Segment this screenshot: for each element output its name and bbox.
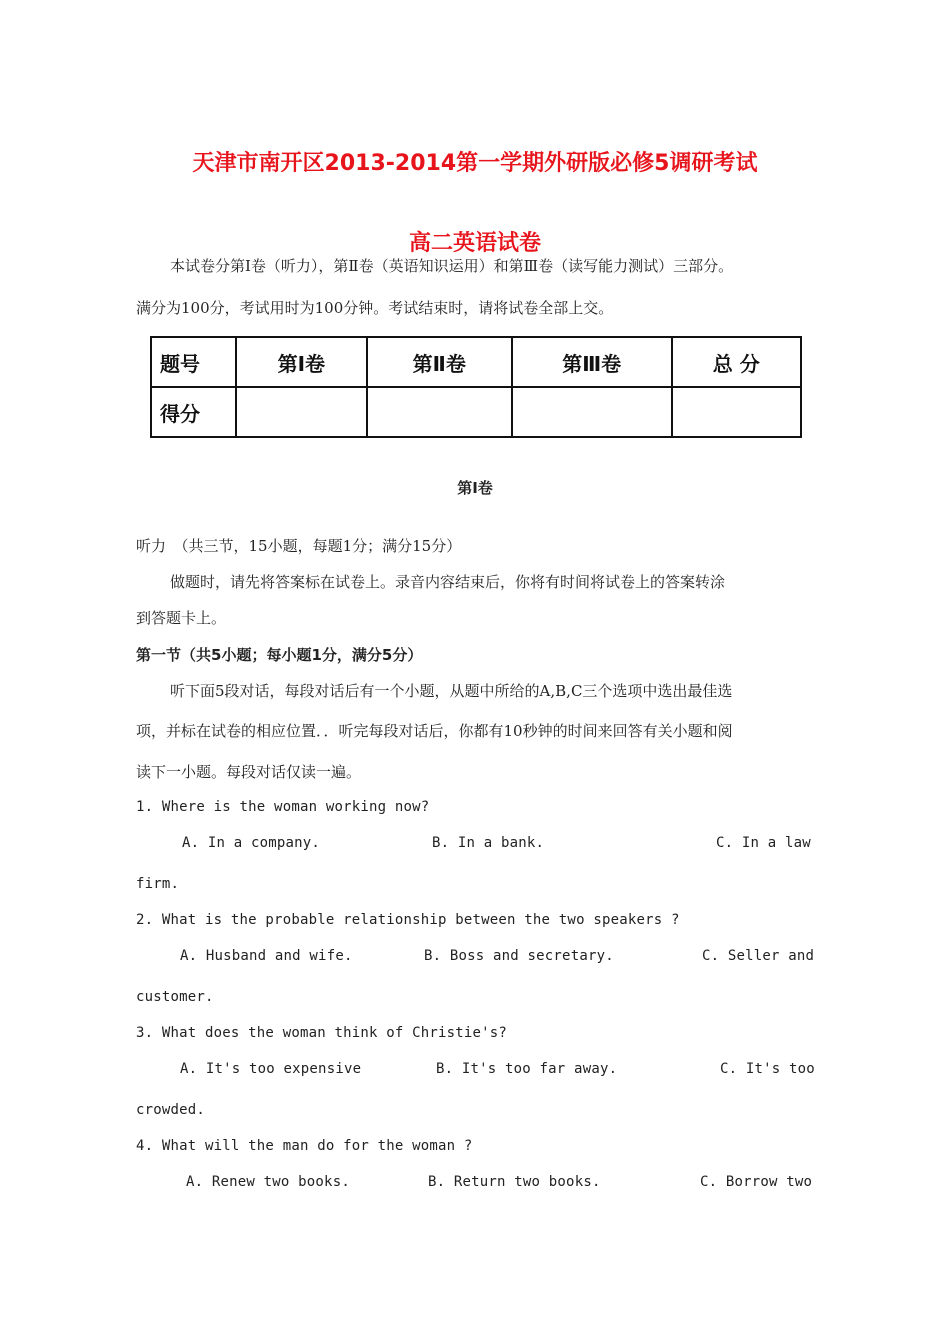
intro-line-1: 本试卷分第Ⅰ卷（听力），第Ⅱ卷（英语知识运用）和第Ⅲ卷（读写能力测试）三部分。 (170, 257, 734, 275)
exam-title: 天津市南开区2013-2014第一学期外研版必修5调研考试 (192, 151, 758, 176)
question-2-option-a: A. Husband and wife. (180, 948, 353, 964)
score-table-cell: 第Ⅲ卷 (512, 337, 672, 387)
question-1: 1. Where is the woman working now? (136, 799, 430, 815)
score-table-header-row (151, 337, 801, 387)
question-3-option-a: A. It's too expensive (180, 1061, 362, 1077)
question-4: 4. What will the man do for the woman ? (136, 1138, 473, 1154)
question-3-option-b: B. It's too far away. (436, 1061, 618, 1077)
score-table-cell: 得分 (151, 387, 236, 437)
section1-line-3: 读下一小题。每段对话仅读一遍。 (136, 763, 362, 781)
score-table (150, 336, 802, 438)
section1-line-2: 项，并标在试卷的相应位置．．听完每段对话后，你都有10秒钟的时间来回答有关小题和阅 (136, 722, 733, 740)
score-table-cell: 总 分 (672, 337, 801, 387)
section1-line-1: 听下面5段对话，每段对话后有一个小题，从题中所给的A,B,C三个选项中选出最佳选 (170, 682, 733, 700)
score-table-cell: 第Ⅱ卷 (367, 337, 512, 387)
question-1-option-a: A. In a company. (182, 835, 321, 851)
question-3: 3. What does the woman think of Christie's? (136, 1025, 508, 1041)
question-2-continuation: customer. (136, 989, 214, 1005)
listening-heading: 听力 （共三节，15小题，每题1分；满分15分） (136, 537, 462, 555)
part1-heading: 第Ⅰ卷 (457, 479, 493, 497)
question-4-option-c: C. Borrow two (700, 1174, 813, 1190)
instruction-line-1: 做题时，请先将答案标在试卷上。录音内容结束后，你将有时间将试卷上的答案转涂 (170, 573, 726, 591)
score-table-cell: 第Ⅰ卷 (236, 337, 367, 387)
score-blank-cell (367, 387, 512, 437)
score-table-cell: 题号 (151, 337, 236, 387)
section1-title: 第一节（共5小题；每小题1分，满分5分） (136, 646, 423, 664)
score-blank-cell (672, 387, 801, 437)
intro-line-2: 满分为100分，考试用时为100分钟。考试结束时，请将试卷全部上交。 (136, 299, 614, 317)
exam-subtitle: 高二英语试卷 (408, 231, 541, 256)
question-2-option-b: B. Boss and secretary. (424, 948, 614, 964)
question-4-option-b: B. Return two books. (428, 1174, 601, 1190)
question-3-option-c: C. It's too (720, 1061, 815, 1077)
question-2: 2. What is the probable relationship between the two speakers ? (136, 912, 680, 928)
question-2-option-c: C. Seller and (702, 948, 815, 964)
score-table-score-row (151, 387, 801, 437)
question-3-continuation: crowded. (136, 1102, 206, 1118)
question-1-continuation: firm. (136, 876, 180, 892)
instruction-line-2: 到答题卡上。 (136, 609, 227, 627)
score-blank-cell (512, 387, 672, 437)
score-blank-cell (236, 387, 367, 437)
question-1-option-b: B. In a bank. (432, 835, 545, 851)
question-1-option-c: C. In a law (716, 835, 811, 851)
question-4-option-a: A. Renew two books. (186, 1174, 350, 1190)
